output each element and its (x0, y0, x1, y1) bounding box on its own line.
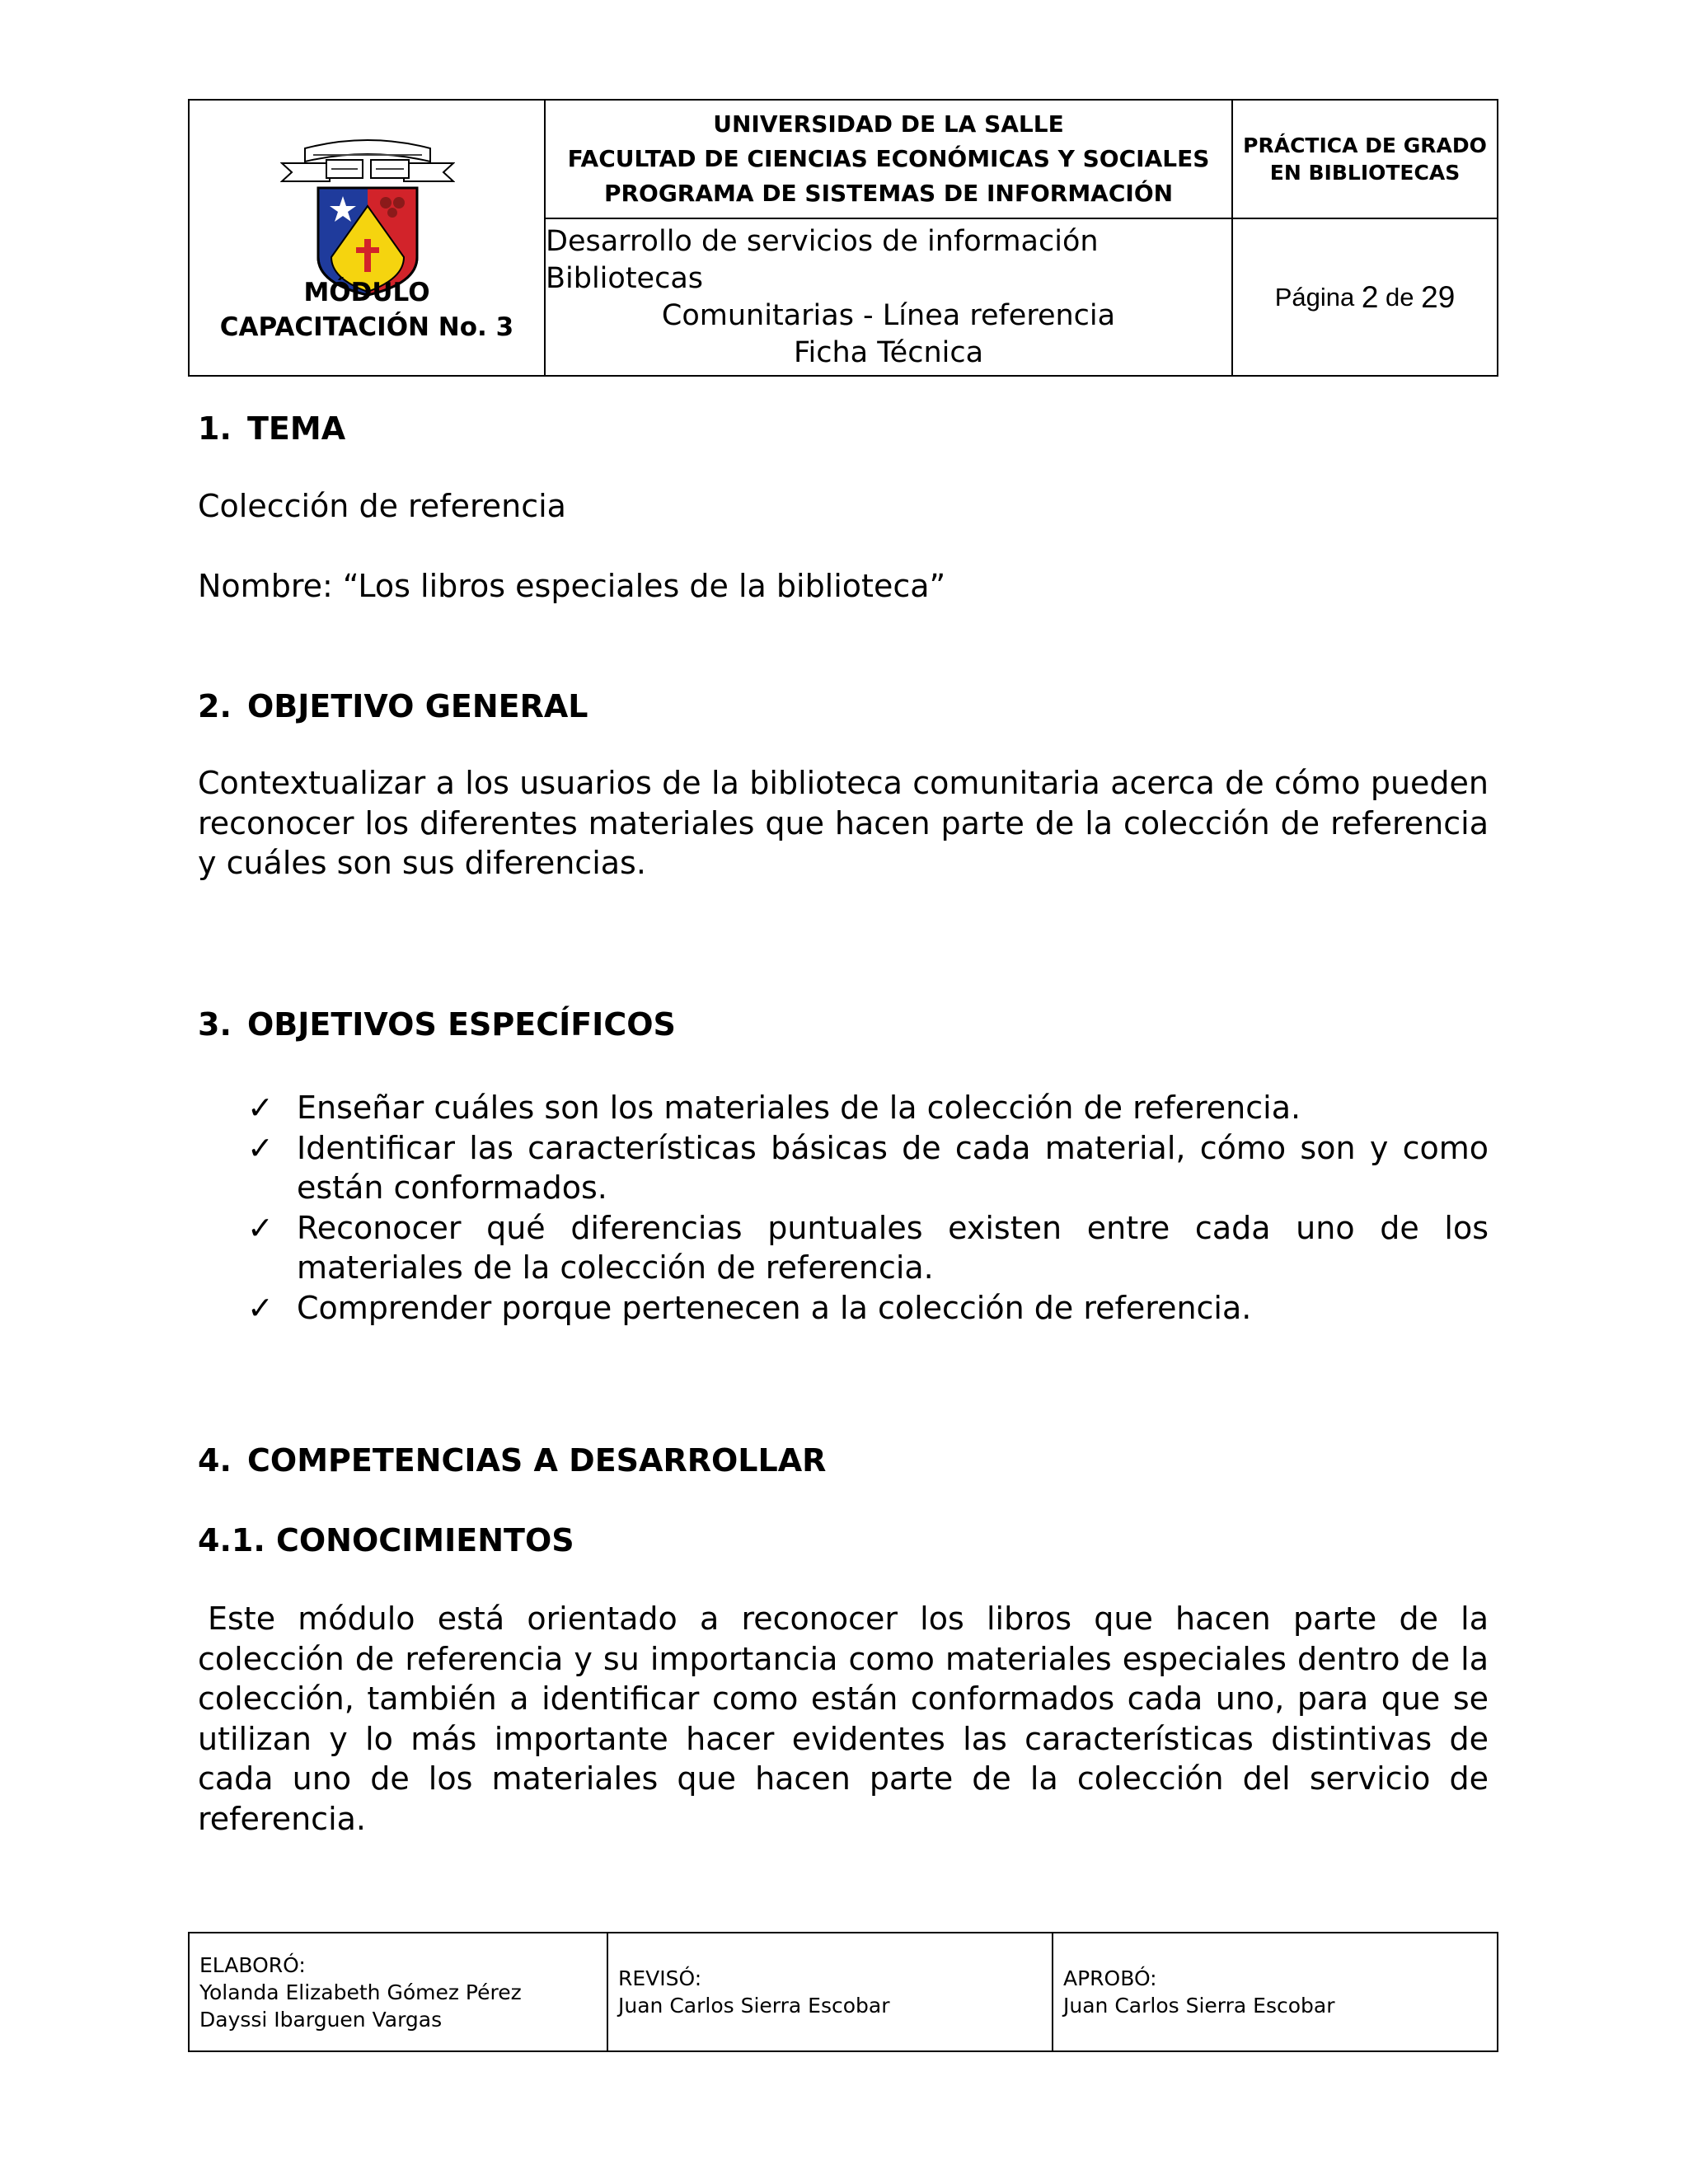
list-item-text: Identificar las características básicas de cada material, cómo son y como están conformados. (297, 1129, 1489, 1206)
reviewed-by-name: Juan Carlos Sierra Escobar (618, 1994, 890, 2018)
list-item-text: Reconocer qué diferencias puntuales existen entre cada uno de los materiales de la colección de referencia. (297, 1209, 1489, 1286)
section-4-1-text: Este módulo está orientado a reconocer los libros que hacen parte de la colección de referencia y su importancia como materiales especiales dentro de la colección, también a identificar como están conformados cada uno, para que se utilizan y lo más importante hacer evidentes las características distintivas de cada uno de los materiales que hacen parte de la colección del servicio de referencia. (198, 1601, 1489, 1837)
list-item (247, 1208, 1489, 1288)
institution-line3: PROGRAMA DE SISTEMAS DE INFORMACIÓN (603, 180, 1174, 207)
specific-objectives-list (247, 1088, 1489, 1328)
list-item (247, 1288, 1489, 1329)
section-3-heading (198, 1006, 676, 1043)
list-item (247, 1088, 1489, 1128)
section-1-topic: Colección de referencia (198, 488, 566, 524)
page-number (1233, 219, 1497, 375)
header-table (188, 99, 1498, 377)
page-current: 2 (1361, 279, 1379, 314)
doc-title-line3: Ficha Técnica (793, 335, 984, 369)
section-4-number: 4. (198, 1442, 232, 1479)
reviewed-by-cell (608, 1933, 1053, 2050)
approved-by-name: Juan Carlos Sierra Escobar (1063, 1994, 1335, 2018)
section-1-number: 1. (198, 410, 232, 447)
header-logo-cell (190, 101, 546, 375)
section-1-heading (198, 410, 345, 447)
program-block (1233, 101, 1497, 219)
institution-line2: FACULTAD DE CIENCIAS ECONÓMICAS Y SOCIALES (567, 145, 1210, 172)
module-caption (190, 275, 544, 344)
section-1-title: TEMA (247, 410, 346, 447)
reviewed-by-label: REVISÓ: (618, 1966, 702, 1990)
elaborated-by-cell (190, 1933, 608, 2050)
checkmark-icon: ✓ (247, 1090, 274, 1126)
section-1-name: Nombre: “Los libros especiales de la biblioteca” (198, 568, 946, 604)
page-label: Página (1274, 282, 1355, 312)
list-item-text: Comprender porque pertenecen a la colección de referencia. (297, 1289, 1252, 1326)
section-2-number: 2. (198, 688, 232, 724)
module-caption-line1: MÓDULO (303, 278, 430, 307)
doc-title-line2: Comunitarias - Línea referencia (661, 298, 1116, 332)
elaborated-by-name-1: Yolanda Elizabeth Gómez Pérez (199, 1980, 522, 2004)
section-2-heading (198, 688, 588, 724)
approval-table (188, 1932, 1498, 2052)
institution-block (546, 101, 1231, 219)
elaborated-by-name-2: Dayssi Ibarguen Vargas (199, 2007, 443, 2032)
elaborated-by-label: ELABORÓ: (199, 1952, 306, 1977)
program-line2: EN BIBLIOTECAS (1269, 161, 1461, 185)
section-2-text: Contextualizar a los usuarios de la biblioteca comunitaria acerca de cómo pueden reconocer los diferentes materiales que hacen parte de la colección de referencia y cuáles son sus diferencias. (198, 765, 1489, 881)
program-line1: PRÁCTICA DE GRADO (1243, 134, 1487, 157)
approved-by-cell (1053, 1933, 1497, 2050)
header-right-cell (1233, 101, 1497, 375)
list-item-text: Enseñar cuáles son los materiales de la colección de referencia. (297, 1090, 1301, 1126)
section-2-title: OBJETIVO GENERAL (247, 688, 588, 724)
header-middle-cell (546, 101, 1233, 375)
checkmark-icon: ✓ (247, 1209, 274, 1246)
page-total: 29 (1421, 279, 1456, 314)
section-4-heading (198, 1442, 826, 1479)
approved-by-label: APROBÓ: (1063, 1966, 1157, 1990)
section-4-title: COMPETENCIAS A DESARROLLAR (247, 1442, 827, 1479)
section-3-title: OBJETIVOS ESPECÍFICOS (247, 1006, 676, 1043)
module-caption-line2: CAPACITACIÓN No. 3 (219, 312, 514, 342)
page-of: de (1386, 282, 1414, 312)
document-title-block (546, 219, 1231, 375)
section-3-number: 3. (198, 1006, 232, 1043)
list-item (247, 1128, 1489, 1208)
university-crest-icon (280, 134, 455, 298)
section-4-1-heading: 4.1. CONOCIMIENTOS (198, 1522, 574, 1558)
institution-line1: UNIVERSIDAD DE LA SALLE (713, 110, 1064, 138)
doc-title-line1: Desarrollo de servicios de información Bibliotecas (546, 224, 1099, 295)
checkmark-icon: ✓ (247, 1129, 274, 1166)
checkmark-icon: ✓ (247, 1289, 274, 1326)
